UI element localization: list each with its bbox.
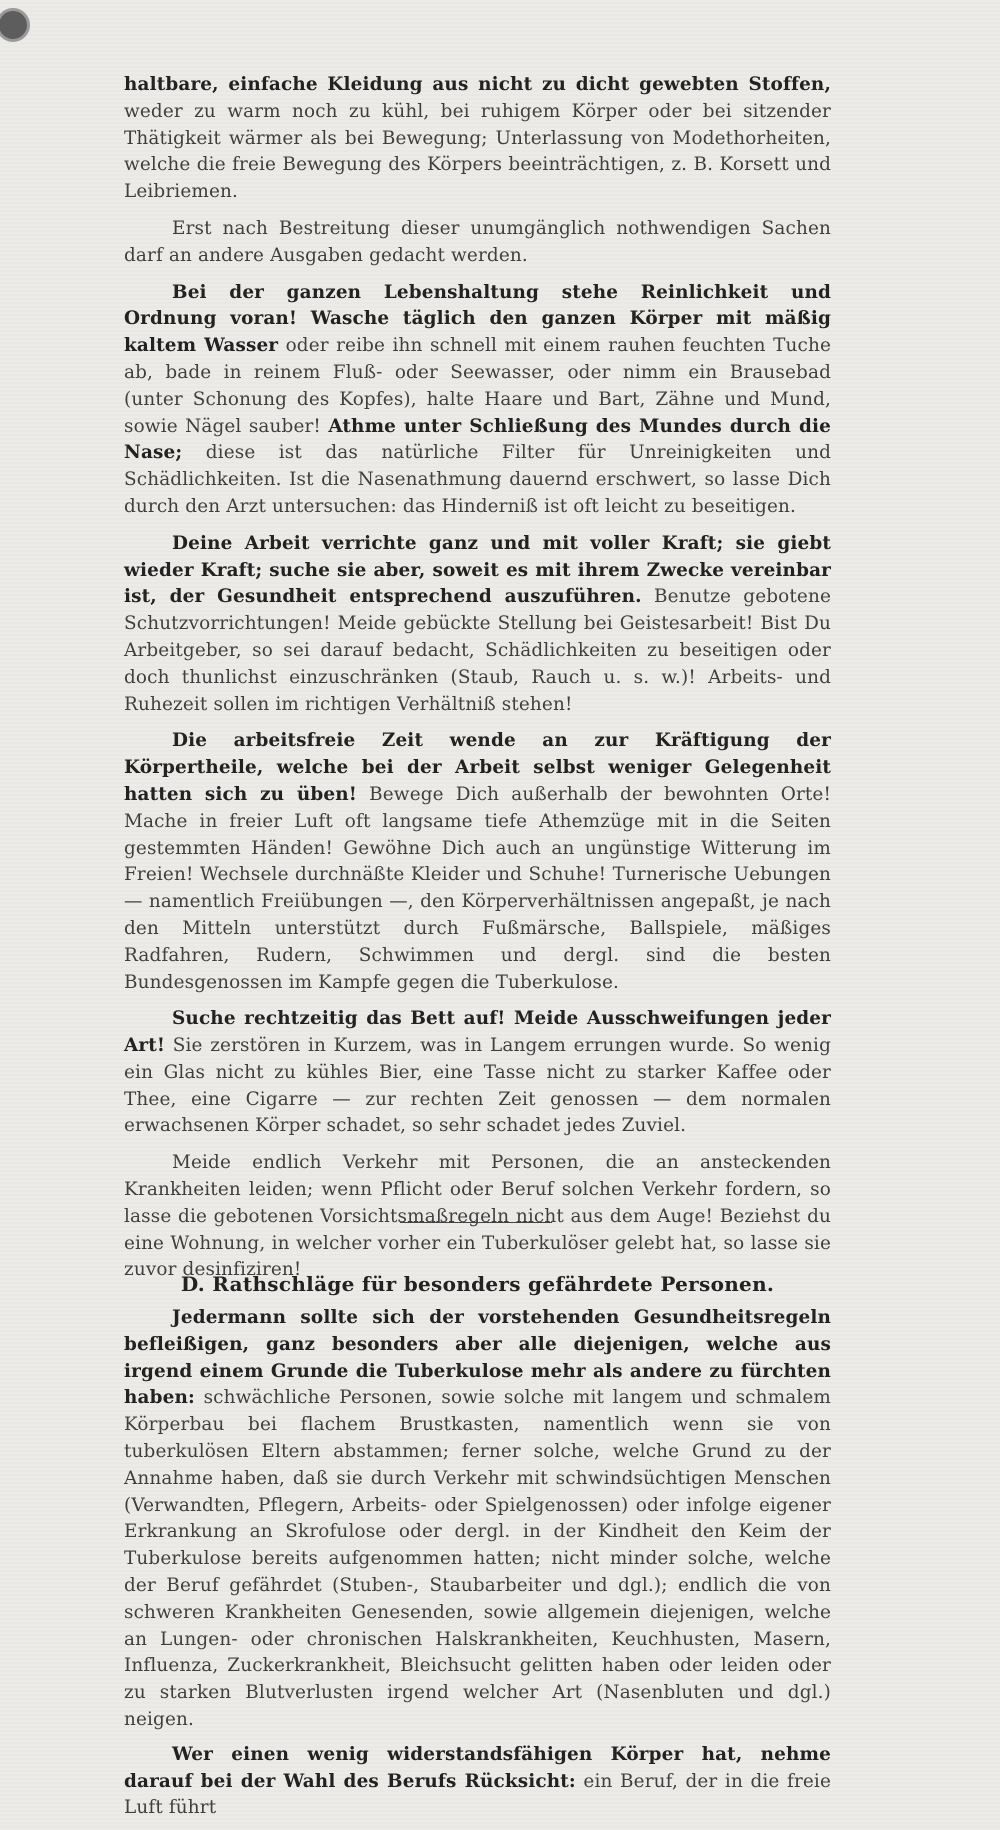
body-text: schwächliche Personen, sowie solche mit langem und schmalem Körperbau bei flachem Brustkasten, namentlich wenn sie von tuberkulösen Eltern abstammen; ferner solche, welche Grund zu der Annahme haben, daß sie durch Verkehr mit schwindsüchtigen Menschen (Verwandten, Pflegern, Arbeits- oder Spielgenossen) oder infolge eigener Erkrankung an Skrofulose oder dergl. in der Kindheit den Keim der Tuberkulose bereits aufgenommen hatten; nicht minder solche, welche der Beruf gefährdet (Stuben-, Staubarbeiter und dgl.); endlich die von schweren Krankheiten Genesenden, sowie allgemein diejenigen, welche an Lungen- oder chronischen Halskrankheiten, Keuchhusten, Masern, Influenza, Zuckerkrankheit, Bleichsucht gelitten haben oder leiden oder zu starken Blutverlusten irgend welcher Art (Nasenbluten und dgl.) neigen.	[124, 1387, 831, 1730]
paragraph-profession	[124, 1742, 831, 1822]
bold-text: Jedermann sollte sich der vorstehenden Gesundheitsregeln befleißigen, ganz besonders aber alle diejenigen, welche aus irgend einem Grunde die Tuberkulose mehr als andere zu fürchten haben:	[124, 1307, 831, 1409]
paragraph-contact	[124, 1150, 831, 1284]
bold-text: Die arbeitsfreie Zeit wende an zur Kräftigung der Körpertheile, welche bei der Arbeit selbst weniger Gelegenheit hatten sich zu üben!	[124, 730, 831, 805]
paragraph-work	[124, 531, 831, 719]
section-divider	[400, 1222, 552, 1223]
body-text: oder reibe ihn schnell mit einem rauhen feuchten Tuche ab, bade in reinem Fluß- oder Seewasser, oder nimm ein Brausebad (unter Schonung des Kopfes), halte Haare und Bart, Zähne und Mund, sowie Nägel sauber!	[124, 335, 831, 437]
body-text: Erst nach Bestreitung dieser unumgänglich nothwendigen Sachen darf an andere Ausgaben gedacht werden.	[124, 217, 831, 266]
bold-text: Bei der ganzen Lebenshaltung stehe Reinlichkeit und Ordnung voran! Wasche täglich den ganzen Körper mit mäßig kaltem Wasser	[124, 281, 831, 357]
body-text: Sie zerstören in Kurzem, was in Langem errungen wurde. So wenig ein Glas nicht zu kühles Bier, eine Tasse nicht zu starker Kaffee oder Thee, eine Cigarre — zur rechten Zeit genossen — dem normalen erwachsenen Körper schadet, so sehr schadet jedes Zuviel.	[124, 1035, 831, 1137]
body-text: diese ist das natürliche Filter für Unreinigkeiten und Schädlichkeiten. Ist die Nasenathmung dauernd erschwert, so lasse Dich durch den Arzt untersuchen: das Hinderniß ist oft leicht zu beseitigen.	[124, 442, 831, 517]
body-text: Benutze gebotene Schutzvorrichtungen! Meide gebückte Stellung bei Geistesarbeit! Bist Du Arbeitgeber, so sei darauf bedacht, Schädlichkeiten zu beseitigen oder doch thunlichst einzuschränken (Staub, Rauch u. s. w.)! Arbeits- und Ruhezeit sollen im richtigen Verhältniß stehen!	[124, 586, 831, 715]
paragraph-everyone	[124, 1305, 831, 1734]
body-text: Meide endlich Verkehr mit Personen, die an ansteckenden Krankheiten leiden; wenn Pflicht oder Beruf solchen Verkehr fordern, so lasse die gebotenen Vorsichtsmaßregeln nicht aus dem Auge! Beziehst du eine Wohnung, in welcher vorher ein Tuberkulöser gelebt hat, so lasse sie zuvor desinfiziren!	[124, 1152, 831, 1281]
bold-text: Deine Arbeit verrichte ganz und mit voller Kraft; sie giebt wieder Kraft; suche sie aber, soweit es mit ihrem Zwecke vereinbar ist, der Gesundheit entsprechend auszuführen.	[124, 532, 831, 608]
paragraph-clothing	[124, 72, 831, 206]
bold-text: Wer einen wenig widerstandsfähigen Körper hat, nehme darauf bei der Wahl des Berufs Rücksicht:	[124, 1743, 831, 1792]
body-text: Bewege Dich außerhalb der bewohnten Orte! Mache in freier Luft oft langsame tiefe Athemzüge mit in die Seiten gestemmten Händen! Gewöhne Dich auch an ungünstige Witterung im Freien! Wechsele durchnäßte Kleider und Schuhe! Turnerische Uebungen — namentlich Freiübungen —, den Körperverhältnissen angepaßt, je nach den Mitteln unterstützt durch Fußmärsche, Ballspiele, mäßiges Radfahren, Rudern, Schwimmen und dergl. sind die besten Bundesgenossen im Kampfe gegen die Tuberkulose.	[124, 783, 831, 993]
punch-hole-icon	[0, 8, 30, 42]
bold-text: Athme unter Schließung des Mundes durch die Nase;	[124, 415, 831, 464]
body-text: weder zu warm noch zu kühl, bei ruhigem Körper oder bei sitzender Thätigkeit wärmer als bei Bewegung; Unterlassung von Modethorheiten, welche die freie Bewegung des Körpers beeinträchtigen, z. B. Korsett und Leibriemen.	[124, 100, 831, 203]
bold-text: haltbare, einfache Kleidung aus nicht zu dicht gewebten Stoffen,	[124, 74, 831, 95]
paragraph-expenses	[124, 216, 831, 270]
section-c-continuation	[124, 72, 831, 1294]
section-d-body	[124, 1305, 831, 1830]
section-heading: D. Rathschläge für besonders gefährdete Personen.	[180, 1272, 775, 1296]
paragraph-cleanliness	[124, 280, 831, 521]
bold-text: Suche rechtzeitig das Bett auf! Meide Ausschweifungen jeder Art!	[124, 1008, 831, 1057]
paragraph-free-time	[124, 728, 831, 996]
body-text: ein Beruf, der in die freie Luft führt	[124, 1770, 831, 1819]
paragraph-sleep	[124, 1006, 831, 1140]
